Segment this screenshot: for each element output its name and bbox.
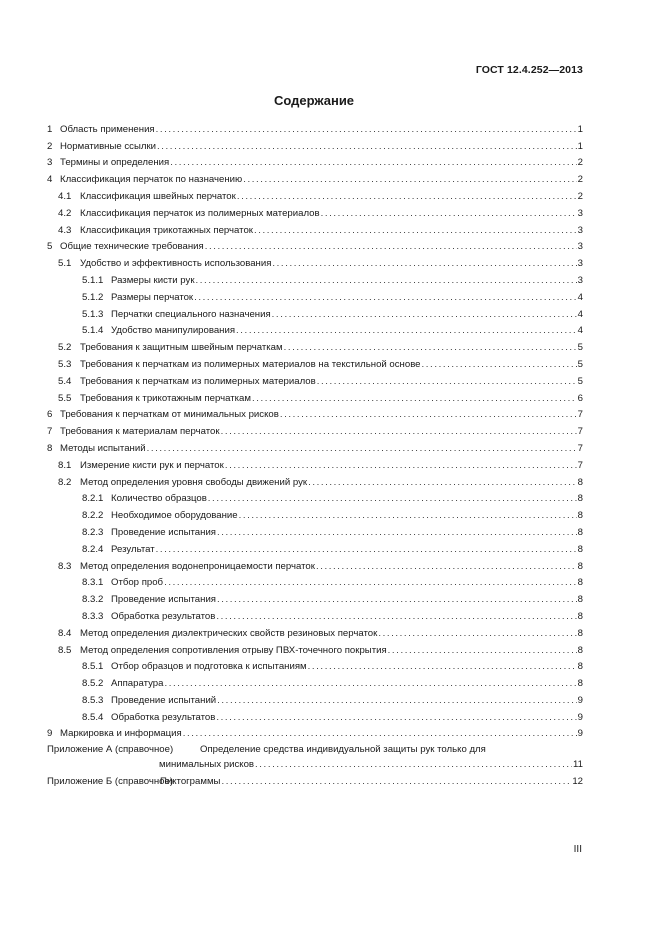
toc-entry-page: 8: [577, 594, 583, 606]
toc-entry-lead: [47, 611, 215, 623]
appendix-a-entry[interactable]: [47, 741, 583, 771]
toc-leader-dots: [316, 561, 577, 573]
toc-entry-lead: [47, 561, 315, 573]
toc-entry-page: 7: [577, 409, 583, 421]
toc-entry-lead: [47, 342, 283, 354]
toc-leader-dots: [225, 460, 577, 472]
toc-entry[interactable]: [47, 505, 583, 522]
toc-entry-page: 4: [577, 291, 583, 303]
toc-entry-lead: [47, 426, 220, 438]
toc-entry-lead: [47, 527, 216, 539]
toc-leader-dots: [237, 191, 577, 203]
toc-entry-title: Требования к защитным швейным перчаткам: [80, 342, 283, 354]
toc-entry-page: 9: [577, 694, 583, 706]
toc-entry-lead: [47, 141, 156, 153]
toc-entry-number: 8.4: [58, 627, 72, 639]
toc-entry[interactable]: [47, 388, 583, 405]
toc-entry-lead: [47, 493, 207, 505]
toc-entry-number: 8.3.2: [82, 594, 104, 606]
toc-entry-number: 5.3: [58, 358, 72, 370]
toc-leader-dots: [284, 342, 577, 354]
toc-leader-dots: [378, 628, 576, 640]
toc-entry-lead: [47, 359, 421, 371]
toc-entry-title: Проведение испытания: [111, 526, 216, 538]
toc-entry-title: Отбор проб: [111, 577, 164, 589]
toc-entry[interactable]: [47, 673, 583, 690]
toc-entry-lead: [47, 409, 279, 421]
toc-entry-lead: [47, 712, 215, 724]
toc-leader-dots: [254, 225, 577, 237]
toc-entry-lead: [47, 393, 251, 405]
toc-entry-number: 8.3.1: [82, 577, 104, 589]
toc-entry-title: Обработка результатов: [111, 711, 216, 723]
toc-entry-page: 9: [577, 711, 583, 723]
toc-leader-dots: [239, 510, 577, 522]
toc-entry-page: 8: [577, 543, 583, 555]
page-number: III: [573, 844, 582, 855]
toc-entry-page: 8: [577, 493, 583, 505]
toc-entry-page: 6: [577, 392, 583, 404]
toc-entry[interactable]: [47, 724, 583, 741]
toc-leader-dots: [388, 645, 577, 657]
toc-entry-page: 2: [577, 157, 583, 169]
toc-entry-page: 2: [577, 190, 583, 202]
toc-entry[interactable]: [47, 438, 583, 455]
toc-entry-number: 5.5: [58, 392, 72, 404]
toc-entry-number: 8.2: [58, 476, 72, 488]
toc-entry-lead: [47, 292, 193, 304]
toc-entry[interactable]: [47, 489, 583, 506]
toc-leader-dots: [255, 759, 572, 771]
toc-entry-title: Общие технические требования: [60, 241, 204, 253]
toc-entry-lead: [47, 241, 204, 253]
toc-entry-title: Аппаратура: [111, 678, 164, 690]
toc-leader-dots: [308, 477, 577, 489]
toc-leader-dots: [272, 309, 577, 321]
toc-entry[interactable]: [47, 657, 583, 674]
toc-entry-lead: [47, 225, 253, 237]
toc-entry[interactable]: [47, 539, 583, 556]
toc-entry-title: Область применения: [60, 123, 155, 135]
toc-entry[interactable]: [47, 153, 583, 170]
toc-entry-lead: [47, 628, 377, 640]
toc-entry-number: 9: [47, 728, 53, 740]
toc-entry-page: 7: [577, 459, 583, 471]
toc-entry[interactable]: [47, 253, 583, 270]
toc-entry-number: 8.5.1: [82, 661, 104, 673]
toc-entry[interactable]: [47, 186, 583, 203]
toc-entry-title: Отбор образцов и подготовка к испытаниям: [111, 661, 307, 673]
toc-entry-lead: [47, 325, 235, 337]
toc-entry-title: Требования к перчаткам из полимерных материалов на текстильной основе: [80, 358, 421, 370]
toc-entry[interactable]: [47, 169, 583, 186]
toc-entry-lead: [47, 661, 307, 673]
toc-entry-title: Классификация перчаток по назначению: [60, 174, 243, 186]
toc-entry-lead: [47, 477, 307, 489]
toc-leader-dots: [422, 359, 577, 371]
toc-entry[interactable]: [47, 640, 583, 657]
toc-entry-page: 9: [577, 728, 583, 740]
toc-entry-number: 4.1: [58, 190, 72, 202]
toc-entry-title: Требования к трикотажным перчаткам: [80, 392, 251, 404]
toc-entry[interactable]: [47, 455, 583, 472]
toc-entry-number: 5.1.3: [82, 308, 104, 320]
toc-entry-number: 6: [47, 409, 53, 421]
toc-entry-page: 8: [577, 577, 583, 589]
toc-entry-title: Требования к перчаткам из полимерных материалов: [80, 375, 316, 387]
table-of-contents: [47, 119, 583, 788]
toc-entry-title: Требования к материалам перчаток: [60, 426, 220, 438]
toc-entry-lead: [47, 208, 320, 220]
toc-entry-page: 4: [577, 325, 583, 337]
toc-entry-number: 4.3: [58, 224, 72, 236]
toc-entry-number: 3: [47, 157, 53, 169]
toc-leader-dots: [272, 258, 576, 270]
toc-entry-lead: [47, 309, 271, 321]
toc-entry-page: 4: [577, 308, 583, 320]
toc-entry-page: 3: [577, 274, 583, 286]
toc-entry-title: Перчатки специального назначения: [111, 308, 271, 320]
toc-entry[interactable]: [47, 405, 583, 422]
toc-entry-lead: [47, 191, 236, 203]
toc-entry-title: Методы испытаний: [60, 442, 146, 454]
toc-entry-number: 8.5: [58, 644, 72, 656]
toc-leader-dots: [208, 493, 577, 505]
toc-entry-page: 8: [577, 526, 583, 538]
toc-leader-dots: [243, 174, 576, 186]
toc-entry-lead: [47, 678, 163, 690]
toc-leader-dots: [217, 695, 577, 707]
toc-entry-page: 8: [577, 678, 583, 690]
toc-entry-number: 8.3: [58, 560, 72, 572]
toc-entry-title: Измерение кисти рук и перчаток: [80, 459, 224, 471]
toc-entry-title: Классификация перчаток из полимерных материалов: [80, 207, 320, 219]
toc-leader-dots: [156, 544, 577, 556]
toc-entry[interactable]: [47, 371, 583, 388]
toc-entry-page: 8: [577, 610, 583, 622]
toc-entry-title: Удобство и эффективность использования: [80, 258, 272, 270]
toc-entry-page: 8: [577, 476, 583, 488]
toc-entry[interactable]: [47, 119, 583, 136]
toc-entry-number: 5.1.1: [82, 274, 104, 286]
toc-entry[interactable]: [47, 321, 583, 338]
toc-leader-dots: [321, 208, 577, 220]
toc-entry-number: 8.1: [58, 459, 72, 471]
toc-leader-dots: [170, 157, 576, 169]
toc-entry-number: 8.5.2: [82, 678, 104, 690]
toc-entry[interactable]: [47, 337, 583, 354]
toc-entry-title: Размеры кисти рук: [111, 274, 195, 286]
toc-entry-lead: [47, 645, 387, 657]
toc-entry-lead: [47, 174, 242, 186]
toc-entry-page: 1: [577, 123, 583, 135]
toc-leader-dots: [308, 661, 577, 673]
toc-entry-title: Метод определения сопротивления отрыву ПВХ-точечного покрытия: [80, 644, 387, 656]
toc-entry[interactable]: [47, 203, 583, 220]
toc-entry-number: 5.1.2: [82, 291, 104, 303]
toc-entry-page: 3: [577, 258, 583, 270]
appendix-b-entry[interactable]: [47, 771, 583, 788]
toc-entry-page: 8: [577, 560, 583, 572]
toc-entry-title: Необходимое оборудование: [111, 510, 238, 522]
toc-entry[interactable]: [47, 270, 583, 287]
toc-entry[interactable]: [47, 573, 583, 590]
appendix-b-title: Пиктограммы: [160, 776, 221, 788]
toc-leader-dots: [221, 776, 571, 788]
appendix-a-page: 11: [573, 759, 583, 771]
toc-entry-page: 1: [577, 140, 583, 152]
toc-entry-title: Проведение испытания: [111, 594, 216, 606]
toc-entry-page: 2: [577, 174, 583, 186]
toc-entry-lead: [47, 695, 216, 707]
toc-entry-number: 8: [47, 442, 53, 454]
appendix-a-label: Приложение А (справочное): [47, 744, 174, 756]
toc-entry[interactable]: [47, 472, 583, 489]
toc-leader-dots: [205, 241, 577, 253]
toc-entry[interactable]: [47, 220, 583, 237]
appendix-a-title-line1: Определение средства индивидуальной защиты рук только для: [200, 744, 486, 756]
toc-leader-dots: [252, 393, 577, 405]
toc-entry-title: Метод определения водонепроницаемости перчаток: [80, 560, 315, 572]
toc-entry-lead: [47, 544, 155, 556]
toc-entry-number: 4: [47, 174, 53, 186]
toc-leader-dots: [217, 594, 577, 606]
toc-entry-title: Классификация трикотажных перчаток: [80, 224, 253, 236]
toc-entry[interactable]: [47, 421, 583, 438]
toc-entry-lead: [47, 443, 146, 455]
toc-entry[interactable]: [47, 522, 583, 539]
toc-entry-page: 7: [577, 426, 583, 438]
toc-leader-dots: [164, 577, 577, 589]
toc-entry-page: 3: [577, 241, 583, 253]
appendix-b-page: 12: [572, 776, 583, 788]
toc-entry-number: 5: [47, 241, 53, 253]
toc-entry-page: 3: [577, 207, 583, 219]
toc-entry-page: 8: [577, 627, 583, 639]
toc-entry[interactable]: [47, 136, 583, 153]
toc-entry-number: 5.4: [58, 375, 72, 387]
toc-entry[interactable]: [47, 707, 583, 724]
toc-entry-lead: [47, 376, 316, 388]
toc-entry-number: 2: [47, 140, 53, 152]
toc-entry-page: 3: [577, 224, 583, 236]
toc-entry[interactable]: [47, 690, 583, 707]
toc-entry-title: Размеры перчаток: [111, 291, 194, 303]
toc-entry-title: Результат: [111, 543, 155, 555]
toc-entry[interactable]: [47, 606, 583, 623]
toc-entry-lead: [47, 460, 224, 472]
toc-entry-title: Метод определения диэлектрических свойств резиновых перчаток: [80, 627, 378, 639]
toc-entry-lead: [47, 728, 182, 740]
toc-entry-number: 8.2.4: [82, 543, 104, 555]
toc-leader-dots: [221, 426, 577, 438]
toc-entry-title: Обработка результатов: [111, 610, 216, 622]
toc-entry[interactable]: [47, 589, 583, 606]
toc-entry-title: Нормативные ссылки: [60, 140, 157, 152]
toc-entry-page: 5: [577, 358, 583, 370]
toc-entry[interactable]: [47, 556, 583, 573]
toc-entry-title: Классификация швейных перчаток: [80, 190, 236, 202]
toc-entry-title: Удобство манипулирования: [111, 325, 236, 337]
toc-entry-lead: [47, 577, 163, 589]
toc-leader-dots: [216, 712, 576, 724]
document-code: ГОСТ 12.4.252—2013: [475, 64, 583, 76]
toc-entry-page: 5: [577, 342, 583, 354]
toc-entry-title: Требования к перчаткам от минимальных рисков: [60, 409, 279, 421]
toc-entry[interactable]: [47, 623, 583, 640]
toc-entry-number: 1: [47, 123, 53, 135]
toc-leader-dots: [183, 728, 577, 740]
toc-entry-page: 8: [577, 510, 583, 522]
toc-leader-dots: [147, 443, 577, 455]
toc-entry-number: 4.2: [58, 207, 72, 219]
toc-leader-dots: [194, 292, 577, 304]
toc-entry-number: 8.2.3: [82, 526, 104, 538]
toc-entry-title: Термины и определения: [60, 157, 170, 169]
toc-entry-title: Количество образцов: [111, 493, 207, 505]
toc-entry-number: 5.1.4: [82, 325, 104, 337]
toc-leader-dots: [156, 124, 577, 136]
toc-entry-number: 5.2: [58, 342, 72, 354]
toc-entry-number: 8.2.1: [82, 493, 104, 505]
toc-entry-number: 8.5.3: [82, 694, 104, 706]
appendix-a-title-line2: минимальных рисков: [159, 759, 255, 771]
toc-entry-number: 8.5.4: [82, 711, 104, 723]
toc-entry[interactable]: [47, 354, 583, 371]
toc-entry[interactable]: [47, 287, 583, 304]
toc-leader-dots: [164, 678, 576, 690]
toc-entry-title: Проведение испытаний: [111, 694, 217, 706]
toc-entry-title: Маркировка и информация: [60, 728, 182, 740]
toc-entry[interactable]: [47, 304, 583, 321]
toc-entry-page: 8: [577, 661, 583, 673]
toc-entry-page: 7: [577, 442, 583, 454]
toc-entry-page: 5: [577, 375, 583, 387]
toc-leader-dots: [280, 409, 577, 421]
toc-entry-number: 7: [47, 426, 53, 438]
toc-entry-page: 8: [577, 644, 583, 656]
appendix-b-label: Приложение Б (справочное): [47, 776, 174, 788]
toc-entry-lead: [47, 275, 195, 287]
toc-entry-title: Метод определения уровня свободы движений рук: [80, 476, 308, 488]
page-title: Содержание: [273, 93, 355, 108]
toc-entry-number: 8.3.3: [82, 610, 104, 622]
toc-entries: [47, 119, 583, 740]
toc-entry-lead: [47, 157, 169, 169]
toc-entry-lead: [47, 124, 155, 136]
toc-entry-lead: [47, 258, 271, 270]
toc-entry-number: 8.2.2: [82, 510, 104, 522]
toc-entry-lead: [47, 510, 238, 522]
toc-leader-dots: [196, 275, 577, 287]
toc-leader-dots: [157, 141, 577, 153]
toc-entry-lead: [47, 594, 216, 606]
toc-entry[interactable]: [47, 237, 583, 254]
toc-leader-dots: [217, 527, 577, 539]
toc-leader-dots: [216, 611, 576, 623]
toc-leader-dots: [236, 325, 577, 337]
toc-entry-number: 5.1: [58, 258, 72, 270]
toc-leader-dots: [317, 376, 577, 388]
